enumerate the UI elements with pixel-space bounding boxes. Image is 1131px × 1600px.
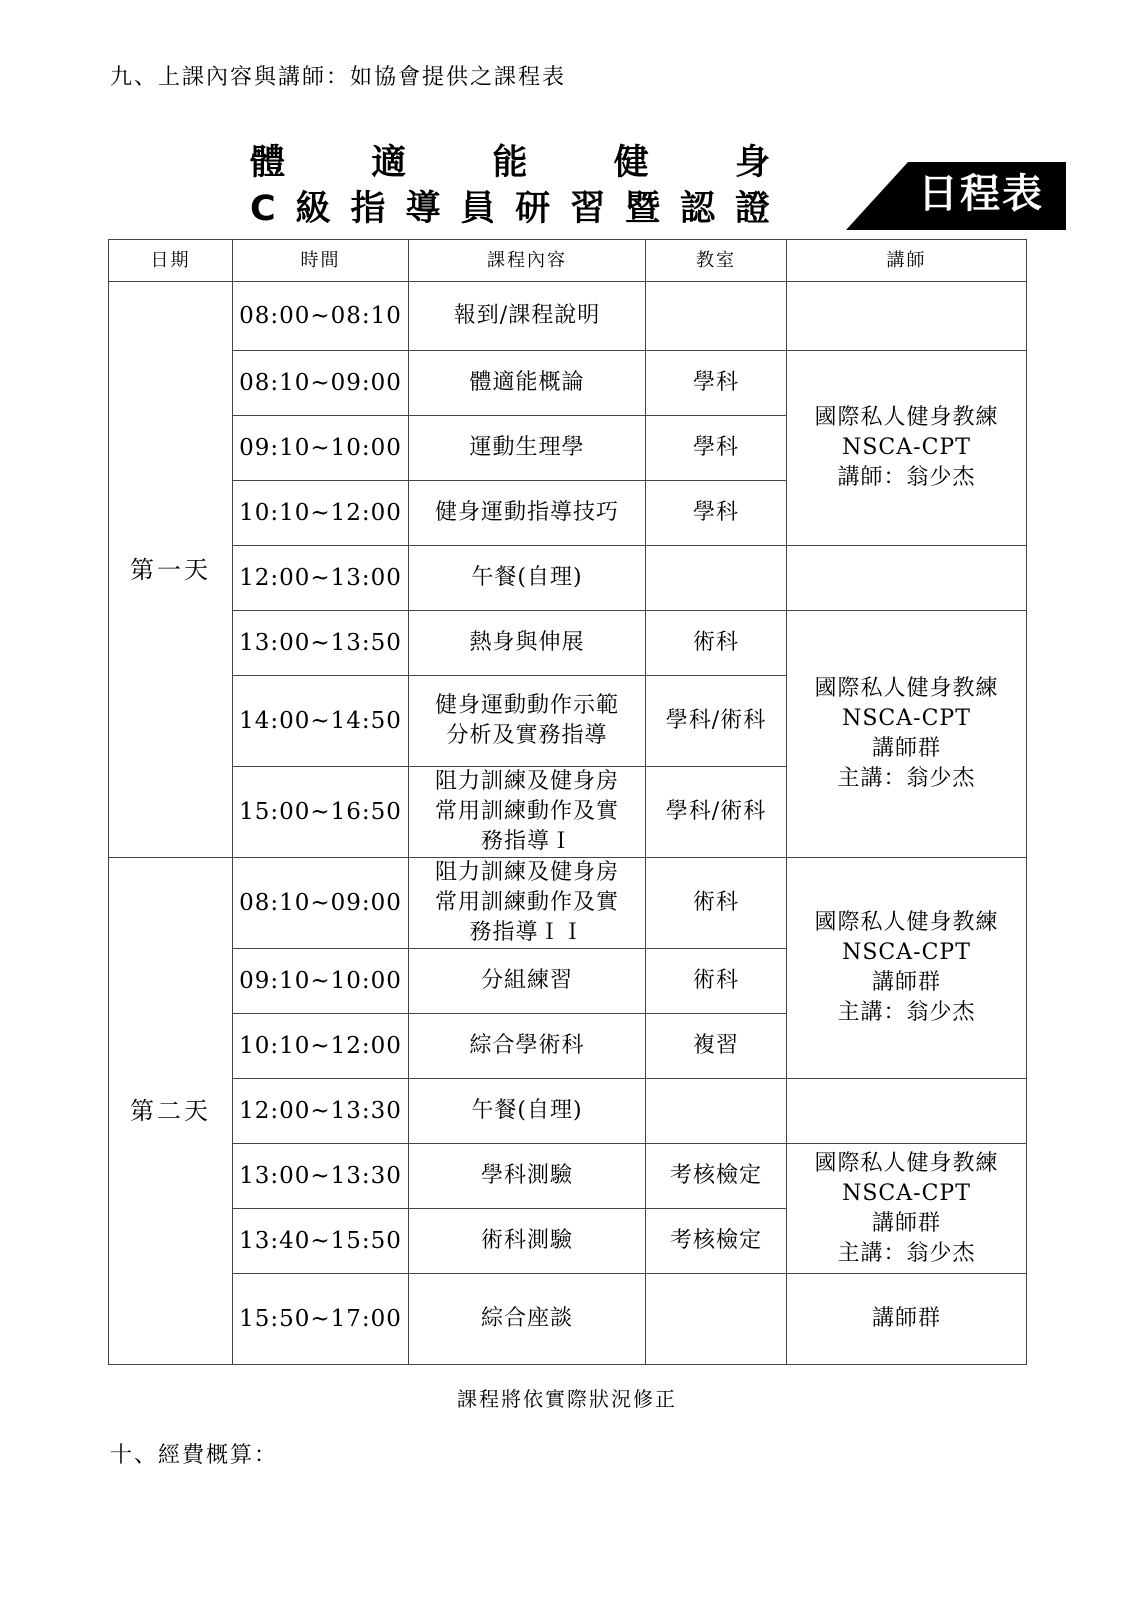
title-line-1 [250, 140, 770, 186]
title-line-2 [250, 186, 770, 232]
title-char: 指 [350, 189, 386, 229]
course-cell: 阻力訓練及健身房 常用訓練動作及實 務指導Ｉ [409, 767, 646, 858]
table-row [109, 1079, 1027, 1144]
day-1-label: 第一天 [109, 282, 233, 858]
header-date: 日期 [109, 240, 233, 282]
time-cell: 12:00~13:30 [233, 1079, 409, 1144]
instructor-cell [787, 282, 1027, 351]
course-cell: 健身運動動作示範 分析及實務指導 [409, 676, 646, 767]
course-cell: 午餐(自理) [409, 1079, 646, 1144]
title-char: 適 [371, 143, 407, 183]
room-cell: 學科 [646, 481, 787, 546]
title-char: 體 [250, 143, 286, 183]
course-cell: 綜合座談 [409, 1274, 646, 1365]
course-cell: 術科測驗 [409, 1209, 646, 1274]
room-cell [646, 546, 787, 611]
time-cell: 10:10~12:00 [233, 1014, 409, 1079]
time-cell: 09:10~10:00 [233, 416, 409, 481]
title-char: 員 [460, 189, 496, 229]
room-cell: 術科 [646, 611, 787, 676]
room-cell: 學科 [646, 416, 787, 481]
title-char: 證 [734, 189, 770, 229]
section-10-heading: 十、經費概算： [110, 1443, 279, 1468]
room-cell: 複習 [646, 1014, 787, 1079]
instructor-cell: 國際私人健身教練 NSCA-CPT 講師群 主講：翁少杰 [787, 1144, 1027, 1274]
title-char: 能 [492, 143, 528, 183]
document-title [250, 140, 770, 232]
title-char: C [250, 189, 276, 229]
table-row [109, 351, 1027, 416]
instructor-cell [787, 546, 1027, 611]
time-cell: 13:40~15:50 [233, 1209, 409, 1274]
time-cell: 08:10~09:00 [233, 351, 409, 416]
day-2-label: 第二天 [109, 858, 233, 1365]
instructor-cell: 國際私人健身教練 NSCA-CPT 講師群 主講：翁少杰 [787, 611, 1027, 858]
header-instructor: 講師 [787, 240, 1027, 282]
course-cell: 運動生理學 [409, 416, 646, 481]
room-cell [646, 282, 787, 351]
course-cell: 午餐(自理) [409, 546, 646, 611]
header-time: 時間 [233, 240, 409, 282]
time-cell: 10:10~12:00 [233, 481, 409, 546]
course-cell: 熱身與伸展 [409, 611, 646, 676]
title-char: 身 [734, 143, 770, 183]
table-row [109, 611, 1027, 676]
badge-label: 日程表 [918, 171, 1044, 217]
room-cell: 學科/術科 [646, 767, 787, 858]
course-cell: 體適能概論 [409, 351, 646, 416]
time-cell: 15:50~17:00 [233, 1274, 409, 1365]
table-row [109, 282, 1027, 351]
time-cell: 15:00~16:50 [233, 767, 409, 858]
room-cell: 考核檢定 [646, 1209, 787, 1274]
course-cell: 學科測驗 [409, 1144, 646, 1209]
schedule-footnote: 課程將依實際狀況修正 [457, 1387, 677, 1411]
time-cell: 12:00~13:00 [233, 546, 409, 611]
schedule-badge [846, 162, 1066, 230]
instructor-cell: 國際私人健身教練 NSCA-CPT 講師：翁少杰 [787, 351, 1027, 546]
course-cell: 健身運動指導技巧 [409, 481, 646, 546]
course-cell: 分組練習 [409, 949, 646, 1014]
room-cell: 術科 [646, 949, 787, 1014]
course-cell: 綜合學術科 [409, 1014, 646, 1079]
title-char: 認 [680, 189, 716, 229]
header-room: 教室 [646, 240, 787, 282]
instructor-cell: 講師群 [787, 1274, 1027, 1365]
time-cell: 09:10~10:00 [233, 949, 409, 1014]
table-row [109, 858, 1027, 949]
time-cell: 14:00~14:50 [233, 676, 409, 767]
title-char: 級 [295, 189, 331, 229]
instructor-cell [787, 1079, 1027, 1144]
instructor-cell: 國際私人健身教練 NSCA-CPT 講師群 主講：翁少杰 [787, 858, 1027, 1079]
schedule-table [108, 239, 1027, 1365]
title-char: 習 [570, 189, 606, 229]
room-cell [646, 1079, 787, 1144]
title-char: 暨 [625, 189, 661, 229]
title-char: 健 [613, 143, 649, 183]
time-cell: 08:10~09:00 [233, 858, 409, 949]
time-cell: 13:00~13:30 [233, 1144, 409, 1209]
table-header-row [109, 240, 1027, 282]
time-cell: 08:00~08:10 [233, 282, 409, 351]
section-9-heading: 九、上課內容與講師：如協會提供之課程表 [110, 65, 567, 90]
room-cell: 學科 [646, 351, 787, 416]
course-cell: 阻力訓練及健身房 常用訓練動作及實 務指導ＩＩ [409, 858, 646, 949]
room-cell: 考核檢定 [646, 1144, 787, 1209]
title-char: 導 [405, 189, 441, 229]
room-cell [646, 1274, 787, 1365]
table-row [109, 546, 1027, 611]
table-row [109, 1274, 1027, 1365]
table-row [109, 1144, 1027, 1209]
time-cell: 13:00~13:50 [233, 611, 409, 676]
room-cell: 術科 [646, 858, 787, 949]
header-course: 課程內容 [409, 240, 646, 282]
course-cell: 報到/課程說明 [409, 282, 646, 351]
room-cell: 學科/術科 [646, 676, 787, 767]
title-char: 研 [515, 189, 551, 229]
